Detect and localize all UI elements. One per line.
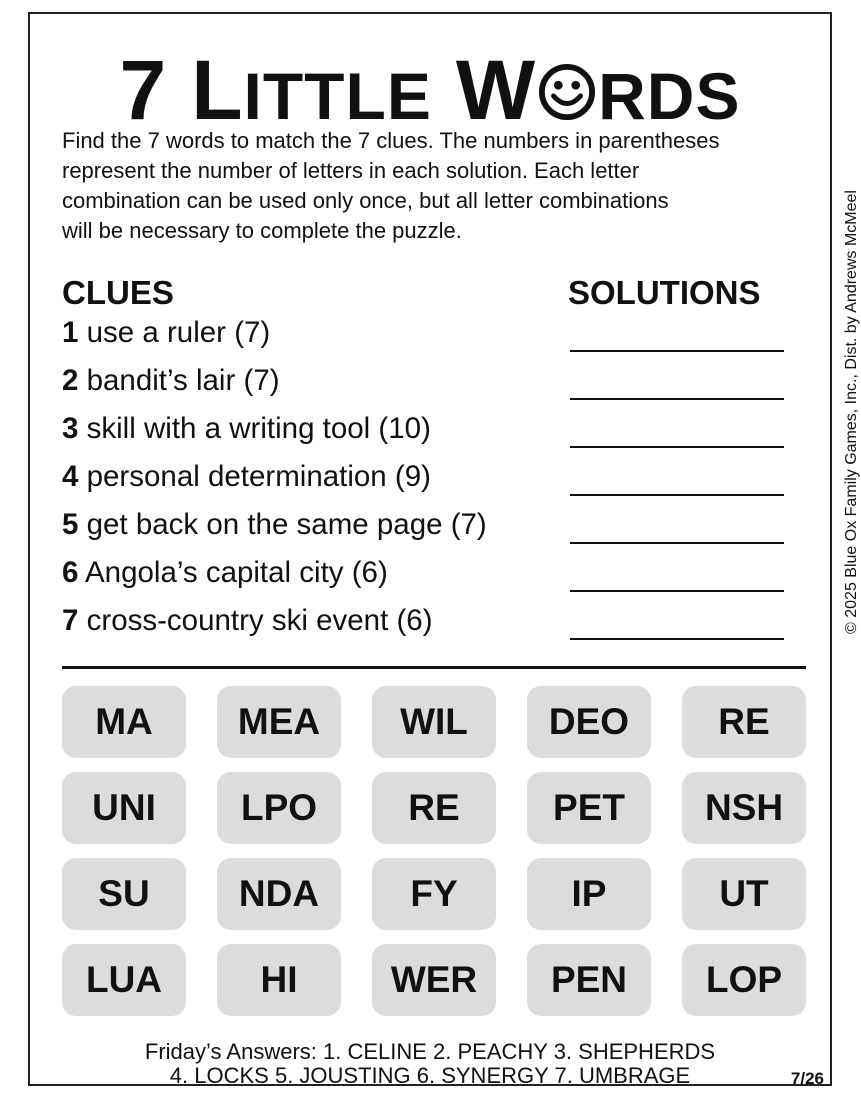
letter-tile[interactable]: PEN <box>527 944 651 1016</box>
solution-line-3[interactable] <box>570 446 784 448</box>
instructions-line: Find the 7 words to match the 7 clues. The numbers in parentheses <box>62 128 720 153</box>
clue-text: Angola’s capital city (6) <box>78 556 388 589</box>
clue-5 <box>62 508 487 542</box>
clue-number: 3 <box>62 412 79 445</box>
letter-tile[interactable]: LOP <box>682 944 806 1016</box>
clue-3 <box>62 412 431 446</box>
solution-line-1[interactable] <box>570 350 784 352</box>
letter-tile[interactable]: NSH <box>682 772 806 844</box>
letter-tile[interactable]: RE <box>682 686 806 758</box>
letter-tile[interactable]: MEA <box>217 686 341 758</box>
clue-number: 5 <box>62 508 79 541</box>
clue-text: cross-country ski event (6) <box>78 604 433 637</box>
clue-text: skill with a writing tool (10) <box>78 412 431 445</box>
letter-tile[interactable]: RE <box>372 772 496 844</box>
puzzle-date: 7/26 <box>790 1069 824 1088</box>
clue-text: personal determination (9) <box>78 460 431 493</box>
letter-tile[interactable]: HI <box>217 944 341 1016</box>
solution-line-2[interactable] <box>570 398 784 400</box>
clue-number: 7 <box>62 604 79 637</box>
clue-7 <box>62 604 433 638</box>
previous-answers <box>30 1040 830 1088</box>
clue-6 <box>62 556 388 590</box>
solution-line-6[interactable] <box>570 590 784 592</box>
letter-tile[interactable]: UNI <box>62 772 186 844</box>
previous-answers-line: 4. LOCKS 5. JOUSTING 6. SYNERGY 7. UMBRAGE <box>169 1063 691 1088</box>
clue-number: 6 <box>62 556 79 589</box>
puzzle-frame <box>28 12 860 1088</box>
letter-tile[interactable]: MA <box>62 686 186 758</box>
previous-answers-line: Friday’s Answers: 1. CELINE 2. PEACHY 3. SHEPHERDS <box>144 1039 716 1064</box>
clue-4 <box>62 460 431 494</box>
smiley-face-icon <box>538 63 596 121</box>
instructions-line: combination can be used only once, but all letter combinations <box>62 188 669 213</box>
puzzle-title <box>30 42 830 139</box>
letter-tile[interactable]: IP <box>527 858 651 930</box>
clue-text: bandit’s lair (7) <box>78 364 280 397</box>
clue-number: 1 <box>62 316 79 349</box>
letter-tile[interactable]: DEO <box>527 686 651 758</box>
clue-1 <box>62 316 270 350</box>
letter-tile[interactable]: WIL <box>372 686 496 758</box>
letter-tile[interactable]: WER <box>372 944 496 1016</box>
section-divider <box>62 666 806 669</box>
instructions-line: represent the number of letters in each solution. Each letter <box>62 158 640 183</box>
clue-number: 4 <box>62 460 79 493</box>
instructions-line: will be necessary to complete the puzzle. <box>62 218 462 243</box>
letter-tile[interactable]: PET <box>527 772 651 844</box>
letter-tile[interactable]: LUA <box>62 944 186 1016</box>
clue-2 <box>62 364 280 398</box>
clue-text: use a ruler (7) <box>78 316 271 349</box>
title-word1-initial: L <box>191 43 244 137</box>
title-number: 7 <box>119 43 168 137</box>
letter-tile[interactable]: SU <box>62 858 186 930</box>
solution-line-7[interactable] <box>570 638 784 640</box>
clue-number: 2 <box>62 364 79 397</box>
copyright-notice: © 2025 Blue Ox Family Games, Inc., Dist. by Andrews McMeel <box>843 190 860 634</box>
solution-line-5[interactable] <box>570 542 784 544</box>
title-word2-rest: RDS <box>598 59 741 133</box>
letter-tile[interactable]: UT <box>682 858 806 930</box>
clue-text: get back on the same page (7) <box>78 508 487 541</box>
letter-tile[interactable]: NDA <box>217 858 341 930</box>
title-word1-rest: ITTLE <box>243 59 432 133</box>
solutions-heading: SOLUTIONS <box>568 274 761 311</box>
clues-heading: CLUES <box>62 274 174 311</box>
letter-tile[interactable]: FY <box>372 858 496 930</box>
instructions <box>62 126 822 246</box>
title-word2-initial: W <box>455 43 537 137</box>
solution-line-4[interactable] <box>570 494 784 496</box>
letter-tile[interactable]: LPO <box>217 772 341 844</box>
